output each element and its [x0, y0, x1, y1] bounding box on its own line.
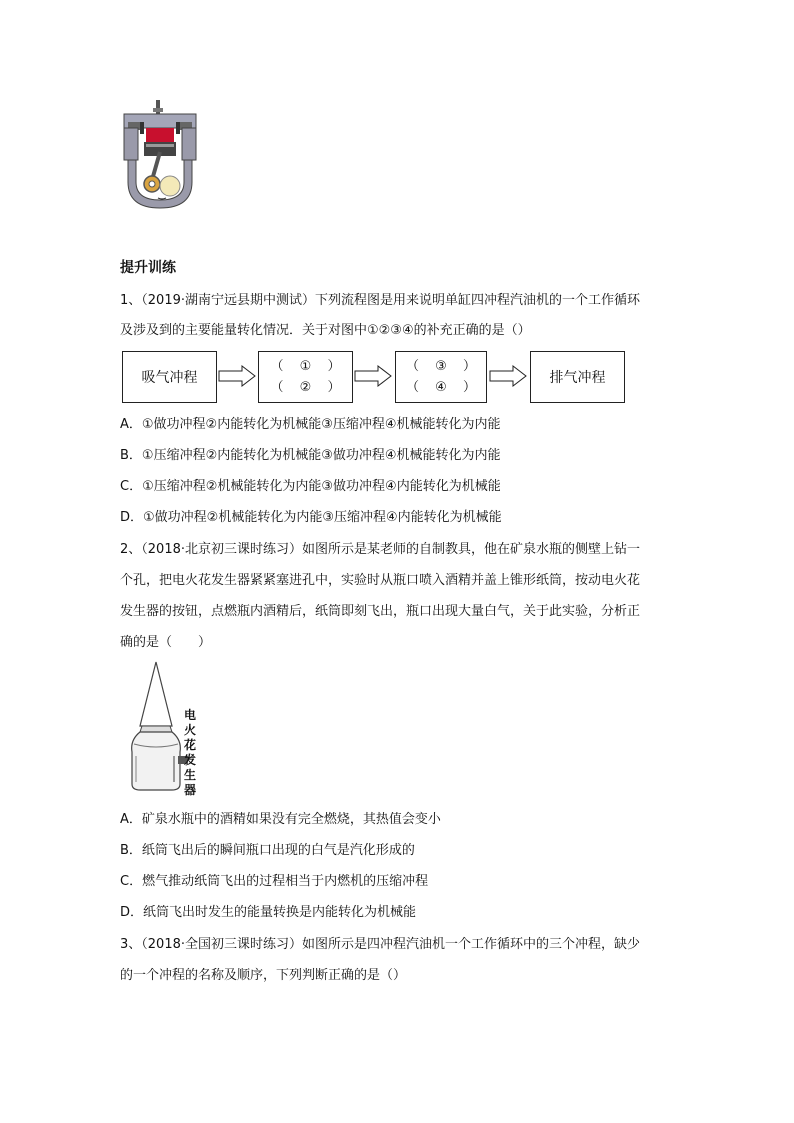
- flow-box-3-row-1: [406, 356, 476, 377]
- flow-box-exhaust: 排气冲程: [530, 351, 625, 403]
- q1-stem-line-1: 1、（2019·湖南宁远县期中测试）下列流程图是用来说明单缸四冲程汽油机的一个工作循环: [120, 293, 640, 308]
- flow-box-3: [395, 351, 487, 403]
- engine-cylinder-figure: [118, 100, 202, 212]
- q1-option-c: C．①压缩冲程②机械能转化为内能③做功冲程④内能转化为机械能: [120, 479, 501, 494]
- marker-2: ②: [299, 380, 312, 395]
- igniter-label-char: 电: [183, 708, 196, 722]
- igniter-label-char: 生: [183, 768, 196, 782]
- marker-3: ③: [435, 359, 447, 374]
- flow-arrow-2-icon: [354, 365, 392, 387]
- q2-option-c: C．燃气推动纸筒飞出的过程相当于内燃机的压缩冲程: [120, 874, 429, 889]
- bracket-open: （: [270, 359, 284, 374]
- flow-arrow-3-icon: [489, 365, 527, 387]
- flow-arrow-1-icon: [218, 365, 256, 387]
- q2-stem-line-1: 2、（2018·北京初三课时练习）如图所示是某老师的自制教具，他在矿泉水瓶的侧壁上钻一: [120, 542, 640, 557]
- igniter-label-char: 器: [183, 783, 196, 797]
- igniter-label-char: 发: [183, 753, 196, 767]
- bracket-close: ）: [327, 380, 341, 395]
- igniter-label-char: 花: [183, 738, 196, 752]
- q2-stem-line-4: 确的是（ ）: [120, 635, 212, 650]
- bracket-close: ）: [327, 359, 341, 374]
- q2-option-d: D．纸筒飞出时发生的能量转换是内能转化为机械能: [120, 905, 417, 920]
- igniter-label: [183, 708, 197, 798]
- bracket-close: ）: [462, 380, 476, 395]
- q1-option-d: D．①做功冲程②机械能转化为内能③压缩冲程④内能转化为机械能: [120, 510, 502, 525]
- q2-stem-line-2: 个孔，把电火花发生器紧紧塞进孔中，实验时从瓶口喷入酒精并盖上锥形纸筒，按动电火花: [120, 573, 641, 588]
- marker-4: ④: [435, 380, 447, 395]
- q2-stem-line-3: 发生器的按钮，点燃瓶内酒精后，纸筒即刻飞出，瓶口出现大量白气，关于此实验，分析正: [120, 604, 641, 619]
- flow-box-2-row-1: [271, 356, 341, 377]
- bracket-close: ）: [462, 359, 476, 374]
- flow-box-2: [258, 351, 353, 403]
- flow-box-2-row-2: [271, 377, 341, 398]
- q3-stem-line-1: 3、（2018·全国初三课时练习）如图所示是四冲程汽油机一个工作循环中的三个冲程，缺少: [120, 937, 640, 952]
- flow-box-3-row-2: [406, 377, 476, 398]
- bracket-open: （: [270, 380, 284, 395]
- section-title: 提升训练: [120, 260, 176, 276]
- marker-1: ①: [299, 359, 312, 374]
- q1-option-b: B．①压缩冲程②内能转化为机械能③做功冲程④机械能转化为内能: [120, 448, 501, 463]
- bracket-open: （: [406, 359, 420, 374]
- q1-stem-line-2: 及涉及到的主要能量转化情况．关于对图中①②③④的补充正确的是（）: [120, 323, 531, 338]
- flow-box-intake: 吸气冲程: [122, 351, 217, 403]
- q1-option-a: A．①做功冲程②内能转化为机械能③压缩冲程④机械能转化为内能: [120, 417, 501, 432]
- igniter-label-char: 火: [183, 723, 196, 737]
- q2-option-a: A．矿泉水瓶中的酒精如果没有完全燃烧，其热值会变小: [120, 812, 441, 827]
- bracket-open: （: [406, 380, 420, 395]
- q2-option-b: B．纸筒飞出后的瞬间瓶口出现的白气是汽化形成的: [120, 843, 415, 858]
- q3-stem-line-2: 的一个冲程的名称及顺序，下列判断正确的是（）: [120, 968, 407, 983]
- bottle-figure: [128, 660, 218, 792]
